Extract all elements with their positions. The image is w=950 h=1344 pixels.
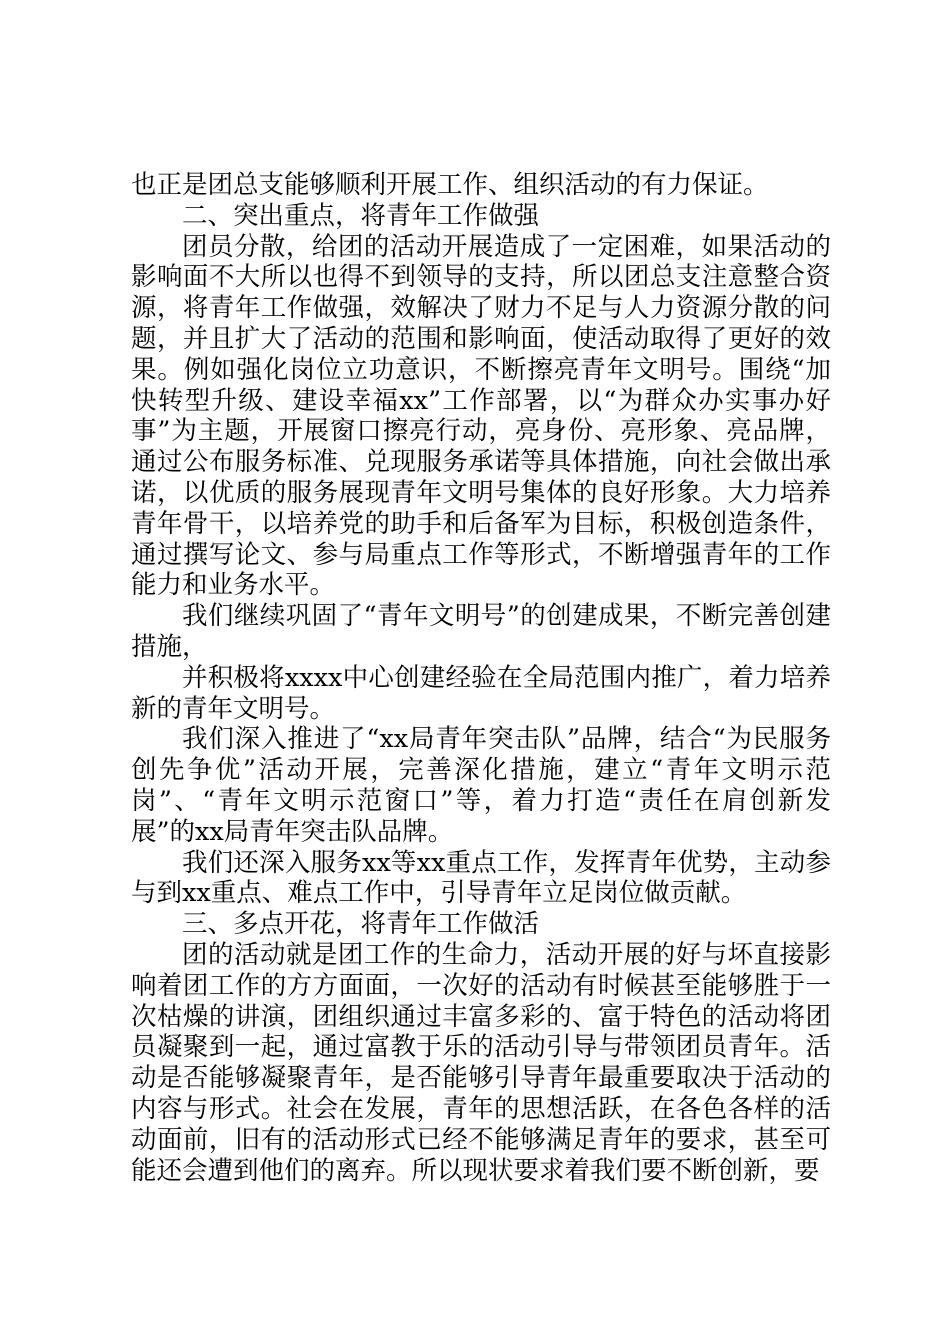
paragraph-continuation: 也正是团总支能够顺利开展工作、组织活动的有力保证。 — [131, 170, 769, 200]
paragraph: 团员分散，给团的活动开展造成了一定困难，如果活动的影响面不大所以也得不到领导的支持，所以团总支注意整合资源，将青年工作做强，效解决了财力不足与人力资源分散的问题，并且扩大了活动的范围和影响面，使活动取得了更好的效果。例如强化岗位立功意识，不断擦亮青年文明号。围绕“加快转型升级、建设幸福xx”工作部署，以“为群众办实事办好事”为主题，开展窗口擦亮行动，亮身份、亮形象、亮品牌，通过公布服务标准、兑现服务承诺等具体措施，向社会做出承诺，以优质的服务展现青年文明号集体的良好形象。大力培养青年骨干，以培养党的助手和后备军为目标，积极创造条件，通过撰写论文、参与局重点工作等形式，不断增强青年的工作能力和业务水平。 — [131, 231, 831, 601]
paragraph: 并积极将xxxx中心创建经验在全局范围内推广，着力培养新的青年文明号。 — [131, 662, 831, 724]
section-heading-3: 三、多点开花，将青年工作做活 — [182, 909, 540, 940]
document-body — [131, 170, 831, 1186]
paragraph: 我们还深入服务xx等xx重点工作，发挥青年优势，主动参与到xx重点、难点工作中，引导青年立足岗位做贡献。 — [131, 847, 831, 909]
paragraph: 我们深入推进了“xx局青年突击队”品牌，结合“为民服务创先争优”活动开展，完善深化措施，建立“青年文明示范岗”、“青年文明示范窗口”等，着力打造“责任在肩创新发展”的xx局青年突击队品牌。 — [131, 724, 831, 847]
paragraph: 团的活动就是团工作的生命力，活动开展的好与坏直接影响着团工作的方方面面，一次好的活动有时候甚至能够胜于一次枯燥的讲演，团组织通过丰富多彩的、富于特色的活动将团员凝聚到一起，通过富教于乐的活动引导与带领团员青年。活动是否能够凝聚青年，是否能够引导青年最重要取决于活动的内容与形式。社会在发展，青年的思想活跃，在各色各样的活动面前，旧有的活动形式已经不能够满足青年的要求，甚至可能还会遭到他们的离弃。所以现状要求着我们要不断创新，要 — [131, 939, 831, 1186]
section-heading-2: 二、突出重点，将青年工作做强 — [182, 200, 540, 231]
paragraph: 我们继续巩固了“青年文明号”的创建成果，不断完善创建措施， — [131, 601, 831, 662]
